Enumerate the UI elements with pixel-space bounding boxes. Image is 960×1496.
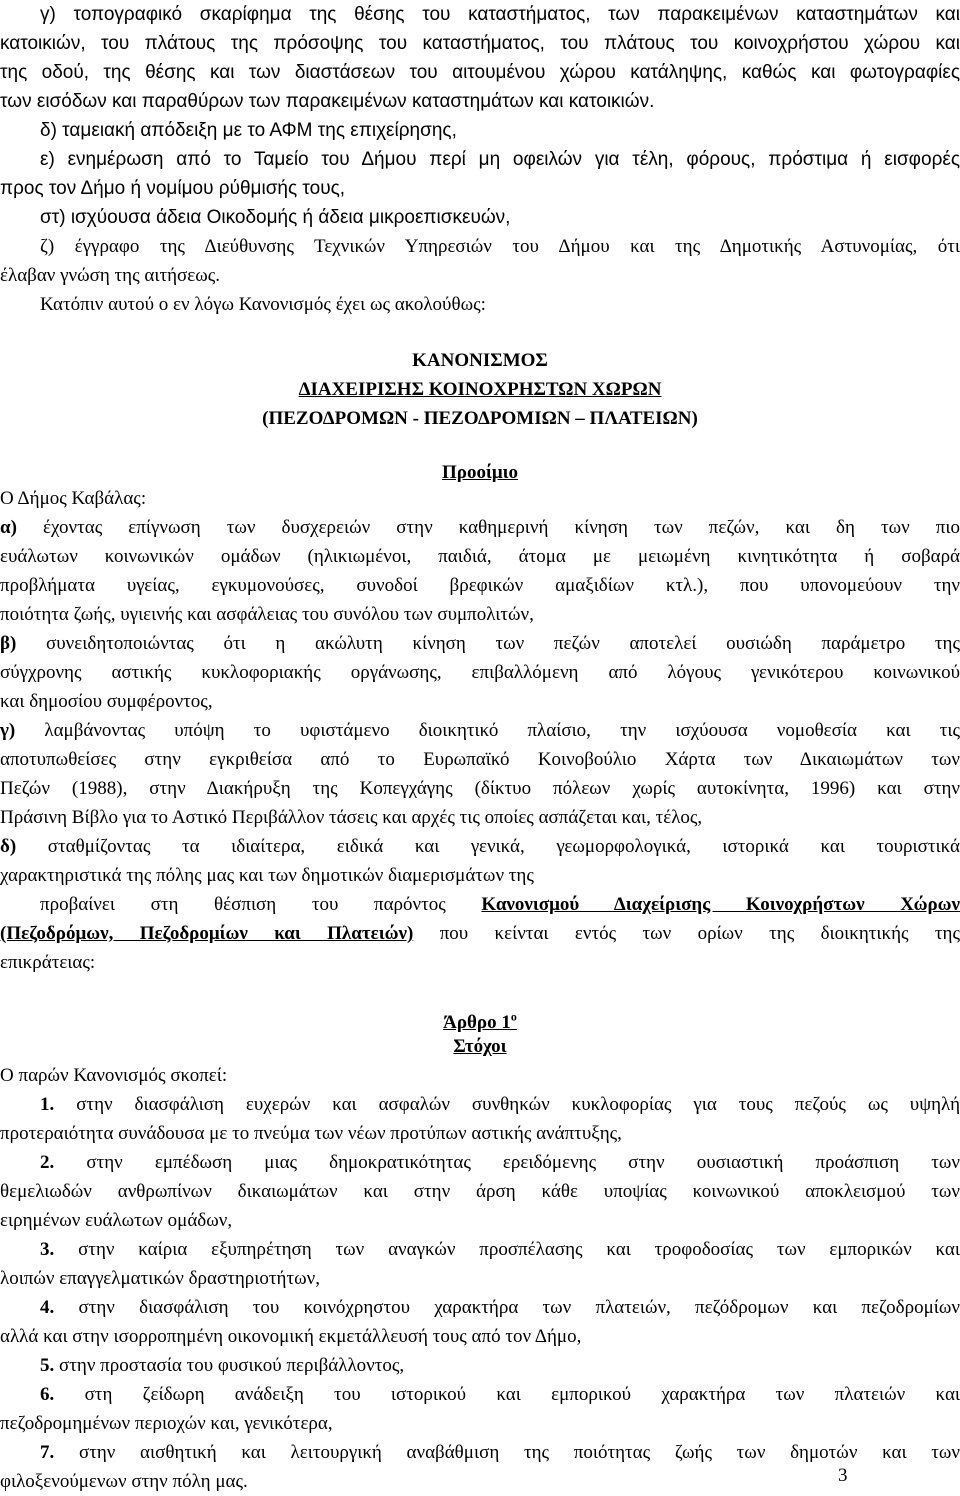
item-number: 2. — [40, 1152, 55, 1173]
preamble-a-line: ευάλωτων κοινωνικών ομάδων (ηλικιωμένοι, παιδιά, άτομα με μειωμένη κινητικότητα ή σοβαρά — [0, 546, 960, 567]
clause-g-line: γ) τοπογραφικό σκαρίφημα της θέσης του καταστήματος, των παρακειμένων καταστημάτων και — [40, 4, 960, 25]
preamble-heading — [0, 458, 960, 487]
item-text: στην διασφάλιση του κοινόχρηστου χαρακτήρα των πλατειών, πεζόδρομων και πεζοδρομίων — [78, 1297, 960, 1318]
preamble-a-line: προβλήματα υγείας, εγκυμονούσες, συνοδοί βρεφικών αμαξιδίων κτλ.), που υπονομεύουν την — [0, 575, 960, 596]
preamble-b-line: σύγχρονης αστικής κυκλοφοριακής οργάνωσης, επιβαλλόμενη από λόγους γενικότερου κοινωνικού — [0, 662, 960, 683]
article-1-item-line: λοιπών επαγγελματικών δραστηριοτήτων, — [0, 1268, 320, 1289]
item-text: στη ζείδωρη ανάδειξη του ιστορικού και εμπορικού χαρακτήρα των πλατειών και — [84, 1384, 960, 1405]
preamble-d-line: χαρακτηριστικά της πόλης μας και των δημοτικών διαμερισμάτων της — [0, 865, 534, 886]
item-number: 5. — [40, 1355, 55, 1376]
article-1-item — [0, 1293, 960, 1322]
article-1-item-line: ειρημένων ευάλωτων ομάδων, — [0, 1210, 233, 1231]
article-1-item — [0, 1090, 960, 1119]
clause-e-line: προς τον Δήμο ή νομίμου ρύθμισής τους, — [0, 178, 346, 199]
article-1-item-line: θεμελιωδών ανθρωπίνων δικαιωμάτων και στην άρση κάθε υποψίας κοινωνικού αποκλεισμού των — [0, 1181, 960, 1202]
preamble-a-line — [0, 513, 960, 542]
article-2-sup — [511, 1469, 517, 1483]
clause-e-line: ε) ενημέρωση από το Ταμείο του Δήμου περί μη οφειλών για τέλη, φόρους, πρόστιμα ή εισφορές — [40, 149, 960, 170]
preamble-c-text: λαμβάνοντας υπόψη το υφιστάμενο διοικητικό πλαίσιο, την ισχύουσα νομοθεσία και τις — [44, 720, 960, 741]
title-line-1: ΚΑΝΟΝΙΣΜΟΣ — [412, 350, 548, 371]
preamble-subject: Ο Δήμος Καβάλας: — [0, 488, 147, 509]
item-text: στην καίρια εξυπηρέτηση των αναγκών προσπέλασης και τροφοδοσίας των εμπορικών και — [78, 1239, 960, 1260]
article-1-subtitle — [0, 1032, 960, 1061]
item-text: στην διασφάλιση ευχερών και ασφαλών συνθηκών κυκλοφορίας για τους πεζούς ως υψηλή — [76, 1094, 960, 1115]
article-1-lead: Ο παρών Κανονισμός σκοπεί: — [0, 1065, 228, 1086]
proceeds-text: προβαίνει στη θέσπιση του παρόντος — [40, 894, 446, 915]
preamble-heading-text: Προοίμιο — [442, 462, 518, 483]
item-text: στην εμπέδωση μιας δημοκρατικότητας ερειδόμενης στην ουσιαστική προάσπιση των — [86, 1152, 960, 1173]
page-number: 3 — [838, 1465, 848, 1486]
clause-z-line: έλαβαν γνώση της αιτήσεως. — [0, 265, 221, 286]
clause-d: δ) ταμειακή απόδειξη με το ΑΦΜ της επιχείρησης, — [40, 120, 457, 141]
item-number: 3. — [40, 1239, 55, 1260]
clause-g-line: της οδού, της θέσης και των διαστάσεων του αιτουμένου χώρου κατάληψης, καθώς και φωτογραφίες — [0, 62, 960, 83]
katopin-sentence: Κατόπιν αυτού ο εν λόγω Κανονισμός έχει ως ακολούθως: — [40, 294, 486, 315]
proceeds-tail: που κείνται εντός των ορίων της διοικητικής της — [439, 923, 960, 944]
item-number: 7. — [40, 1442, 55, 1463]
article-1-item-line: φιλοξενούμενων στην πόλη μας. — [0, 1471, 248, 1492]
preamble-a-label: α) — [0, 517, 17, 538]
preamble-a-text: έχοντας επίγνωση των δυσχερειών στην καθημερινή κίνηση των πεζών, και δη των πιο — [43, 517, 960, 538]
preamble-b-line: και δημοσίου συμφέροντος, — [0, 691, 213, 712]
article-1-heading-label: Άρθρο 1 — [443, 1012, 511, 1034]
regulation-subname: (Πεζοδρόμων, Πεζοδρομίων και Πλατειών) — [0, 923, 414, 944]
title-line-2-text: ΔΙΑΧΕΙΡΙΣΗΣ ΚΟΙΝΟΧΡΗΣΤΩΝ ΧΩΡΩΝ — [298, 379, 662, 400]
preamble-a-line: ποιότητα ζωής, υγιεινής και ασφάλειας του συνόλου των συμπολιτών, — [0, 604, 534, 625]
proceeds-line — [0, 919, 960, 948]
title-line-3 — [0, 404, 960, 433]
clause-st: στ) ισχύουσα άδεια Οικοδομής ή άδεια μικροεπισκευών, — [40, 207, 511, 228]
article-1-heading-text — [443, 1012, 517, 1033]
proceeds-line: επικράτειας: — [0, 952, 96, 973]
article-2-heading-label — [443, 1471, 511, 1491]
preamble-b-line — [0, 629, 960, 658]
item-text: στην αισθητική και λειτουργική αναβάθμιση της ποιότητας ζωής των δημοτών και των — [78, 1442, 960, 1463]
preamble-c-line: Πράσινη Βίβλο για το Αστικό Περιβάλλον τάσεις και αρχές τις οποίες ασπάζεται και, τέλος, — [0, 807, 703, 828]
item-number: 4. — [40, 1297, 55, 1318]
preamble-c-line: αποτυπωθείσες στην εγκριθείσα από το Ευρωπαϊκό Κοινοβούλιο Χάρτα των Δικαιωμάτων των — [0, 749, 960, 770]
article-1-subtitle-text: Στόχοι — [453, 1036, 507, 1057]
article-1-item — [0, 1148, 960, 1177]
preamble-c-line: Πεζών (1988), στην Διακήρυξη της Κοπεγχάγης (δίκτυο πόλεων χωρίς αυτοκίνητα, 1996) και στην — [0, 778, 960, 799]
article-1-item-line: πεζοδρομημένων περιοχών και, γενικότερα, — [0, 1413, 333, 1434]
item-text: στην προστασία του φυσικού περιβάλλοντος, — [59, 1355, 405, 1376]
preamble-d-text: σταθμίζοντας τα ιδιαίτερα, ειδικά και γενικά, γεωμορφολογικά, ιστορικά και τουριστικά — [47, 836, 960, 857]
preamble-b-text: συνειδητοποιώντας ότι η ακώλυτη κίνηση των πεζών αποτελεί ουσιώδη παράμετρο της — [46, 633, 960, 654]
preamble-d-label: δ) — [0, 836, 17, 857]
preamble-c-label: γ) — [0, 720, 16, 741]
article-2-heading-text — [443, 1471, 517, 1491]
title-line-2 — [0, 375, 960, 404]
article-1-item — [0, 1235, 960, 1264]
article-1-item — [0, 1380, 960, 1409]
title-line-3-text: (ΠΕΖΟΔΡΟΜΩΝ - ΠΕΖΟΔΡΟΜΙΩΝ – ΠΛΑΤΕΙΩΝ) — [262, 408, 698, 429]
preamble-c-line — [0, 716, 960, 745]
regulation-name: Κανονισμού Διαχείρισης Κοινοχρήστων Χώρων — [481, 894, 960, 915]
clause-z-line: ζ) έγγραφο της Διεύθυνσης Τεχνικών Υπηρεσιών του Δήμου και της Δημοτικής Αστυνομίας, ότι — [40, 236, 960, 257]
article-1-item — [0, 1351, 960, 1380]
article-1-item-line: προτεραιότητα συνάδουσα με το πνεύμα των νέων προτύπων αστικής ανάπτυξης, — [0, 1123, 622, 1144]
clause-g-line: κατοικιών, του πλάτους της πρόσοψης του καταστήματος, του πλάτους του κοινοχρήστου χώρου και — [0, 33, 960, 54]
article-1-item-line: αλλά και στην ισορροπημένη οικονομική εκμετάλλευσή τους από τον Δήμο, — [0, 1326, 582, 1347]
clause-g-line: των εισόδων και παραθύρων των παρακειμένων καταστημάτων και κατοικιών. — [0, 91, 655, 112]
preamble-d-line — [0, 832, 960, 861]
article-1-sup: ο — [510, 1010, 517, 1024]
proceeds-line — [0, 890, 960, 919]
item-number: 1. — [40, 1094, 55, 1115]
item-number: 6. — [40, 1384, 55, 1405]
preamble-b-label: β) — [0, 633, 17, 654]
